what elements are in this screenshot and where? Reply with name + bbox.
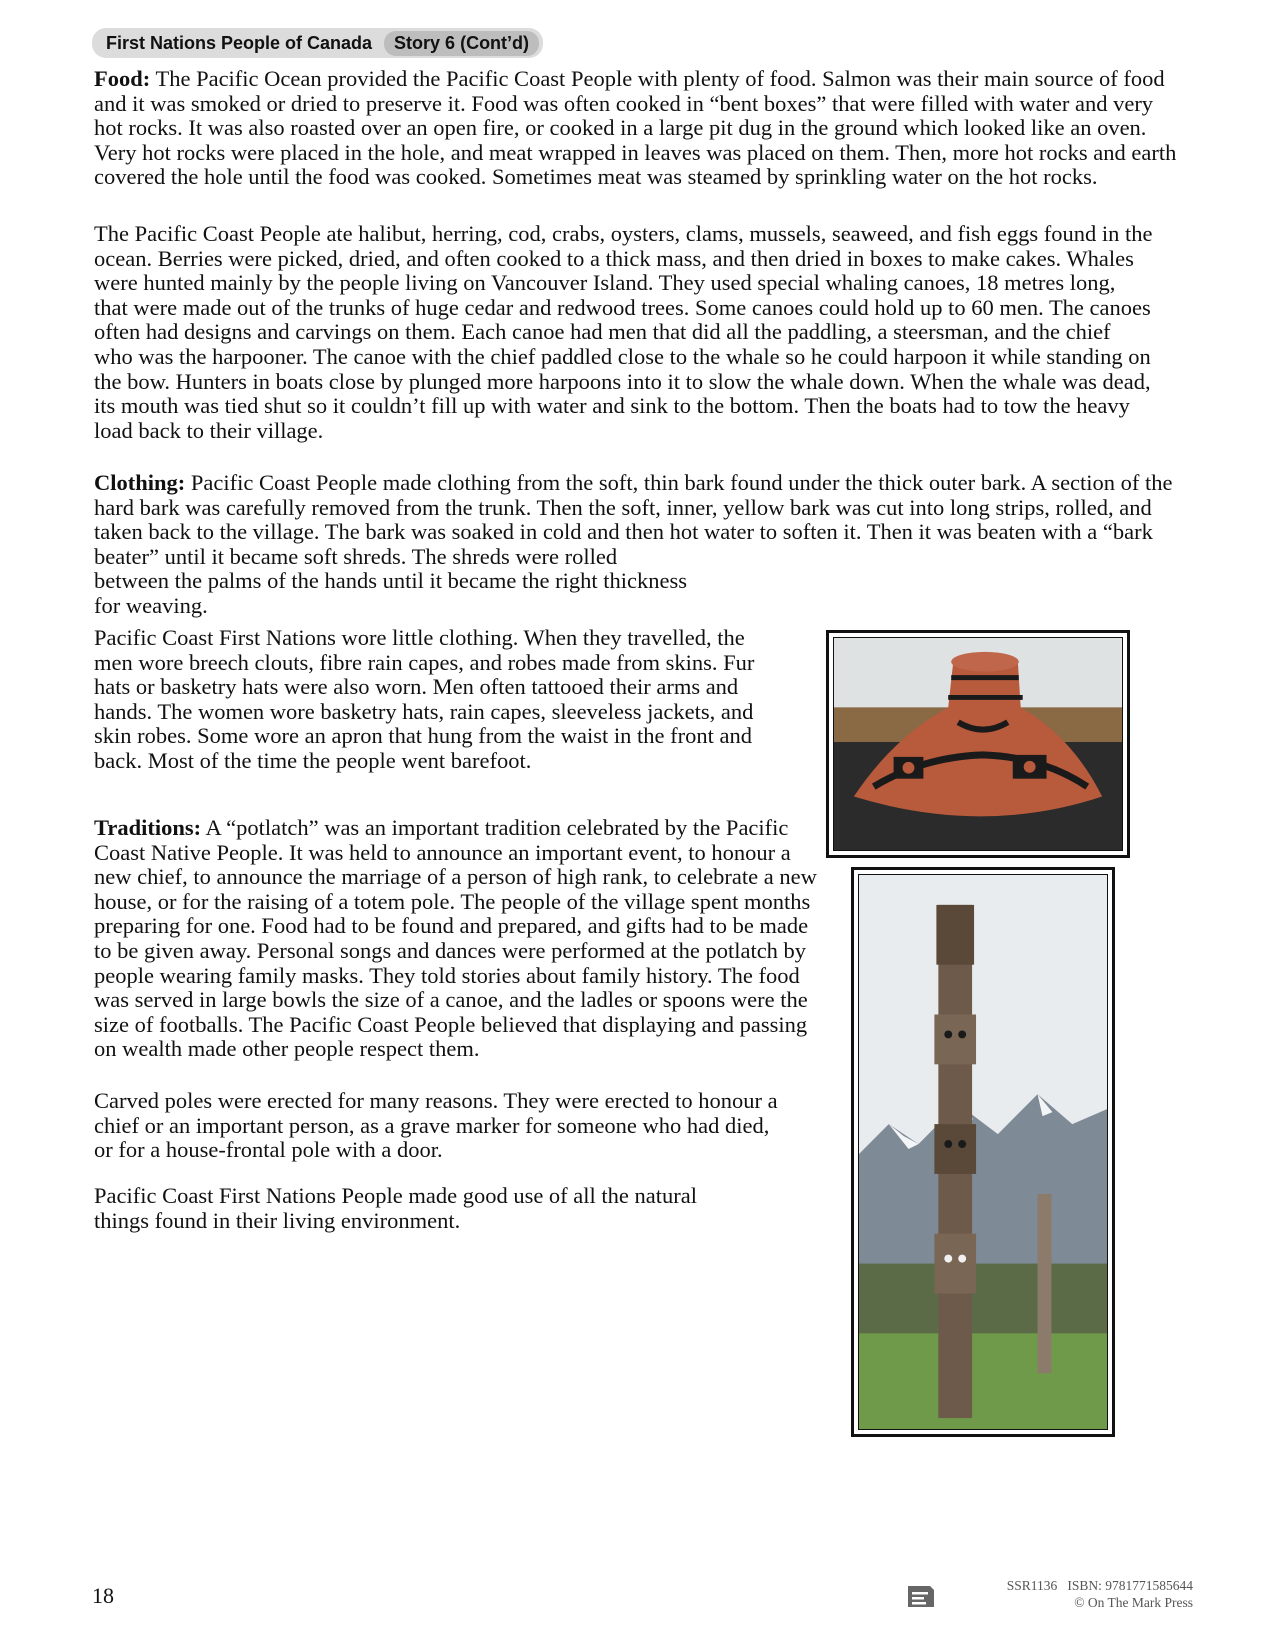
closing-text: Pacific Coast First Nations People made good use of all the natural things found in their living environment. bbox=[94, 1183, 697, 1233]
wear-paragraph bbox=[94, 626, 764, 774]
diet-text: The Pacific Coast People ate halibut, herring, cod, crabs, oysters, clams, mussels, seaweed, and fish eggs found in the ocean. Berries were picked, dried, and often cooked to a thick mass, and then dried in boxes to make cakes. Whales were hunted mainly by the people living on Vancouver Island. They used special whaling canoes, 18 metres long, that were made out of the trunks of huge cedar and redwood trees. Some canoes could hold up to 60 men. The canoes often had designs and carvings on them. Each canoe had men that did all the paddling, a steersman, and the chief who was the harpooner. The canoe with the chief paddled close to the whale so he could harpoon it while standing on the bow. Hunters in boats close by plunged more harpoons into it to slow the whale down. When the whale was dead, its mouth was tied shut so it couldn’t fill up with water and sink to the bottom. Then the boats had to tow the heavy load back to their village. bbox=[94, 221, 1153, 443]
traditions-label: Traditions: bbox=[94, 815, 202, 840]
hat-photo bbox=[826, 630, 1130, 858]
food-text: The Pacific Ocean provided the Pacific Coast People with plenty of food. Salmon was their main source of food and it was smoked or dried to preserve it. Food was often cooked in “bent boxes” that were filled with water and very hot rocks. It was also roasted over an open fire, or cooked in a large pit dug in the ground which looked like an oven. Very hot rocks were placed in the hole, and meat wrapped in leaves was placed on them. Then, more hot rocks and earth covered the hole until the food was cooked. Sometimes meat was steamed by sprinkling water on the hot rocks. bbox=[94, 66, 1177, 190]
clothing-text: Pacific Coast People made clothing from the soft, thin bark found under the thick outer bark. A section of the hard bark was carefully removed from the trunk. Then the soft, inner, yellow bark was cut into long strips, rolled, and taken back to the village. The bark was soaked in cold and then hot water to soften it. Then it was beaten with a “bark beater” until it became soft shreds. The shreds were rolled bbox=[94, 470, 1173, 569]
page-number: 18 bbox=[92, 1583, 114, 1608]
closing-paragraph bbox=[94, 1184, 754, 1233]
totem-pole-photo bbox=[851, 867, 1115, 1437]
header-bar bbox=[92, 28, 543, 58]
wear-text: Pacific Coast First Nations wore little clothing. When they travelled, the men wore breech clouts, fibre rain capes, and robes made from skins. Fur hats or basketry hats were also worn. Men often tattooed their arms and hands. The women wore basketry hats, rain capes, sleeveless jackets, and skin robes. Some wore an apron that hung from the waist in the front and back. Most of the time the people went barefoot. bbox=[94, 625, 755, 773]
copyright: © On The Mark Press bbox=[1074, 1595, 1193, 1610]
clothing-paragraph bbox=[94, 471, 1189, 619]
product-code-isbn: SSR1136 ISBN: 9781771585644 bbox=[1006, 1578, 1193, 1593]
diet-paragraph bbox=[94, 222, 1154, 443]
food-label: Food: bbox=[94, 66, 151, 91]
traditions-paragraph bbox=[94, 816, 824, 1062]
series-title: First Nations People of Canada bbox=[106, 32, 373, 53]
poles-paragraph bbox=[94, 1089, 784, 1163]
clothing-label: Clothing: bbox=[94, 470, 186, 495]
totem-pole-photo-image bbox=[858, 874, 1108, 1430]
clothing-text-line3: for weaving. bbox=[94, 592, 208, 618]
document-icon bbox=[905, 1580, 937, 1610]
footer-info bbox=[1007, 1577, 1193, 1611]
hat-photo-image bbox=[833, 637, 1123, 851]
clothing-text-line2: between the palms of the hands until it became the right thickness bbox=[94, 568, 687, 594]
food-paragraph bbox=[94, 67, 1184, 190]
story-badge: Story 6 (Cont’d) bbox=[384, 31, 539, 56]
traditions-text: A “potlatch” was an important tradition celebrated by the Pacific Coast Native People. It was held to announce an important event, to honour a new chief, to announce the marriage of a person of high rank, to celebrate a new house, or for the raising of a totem pole. The people of the village spent months preparing for one. Food had to be found and prepared, and gifts had to be made to be given away. Personal songs and dances were performed at the potlatch by people wearing family masks. They told stories about family history. The food was served in large bowls the size of a canoe, and the ladles or spoons were the size of footballs. The Pacific Coast People believed that displaying and passing on wealth made other people respect them. bbox=[94, 815, 817, 1062]
poles-text: Carved poles were erected for many reasons. They were erected to honour a chief or an important person, as a grave marker for someone who had died, or for a house-frontal pole with a door. bbox=[94, 1088, 778, 1163]
